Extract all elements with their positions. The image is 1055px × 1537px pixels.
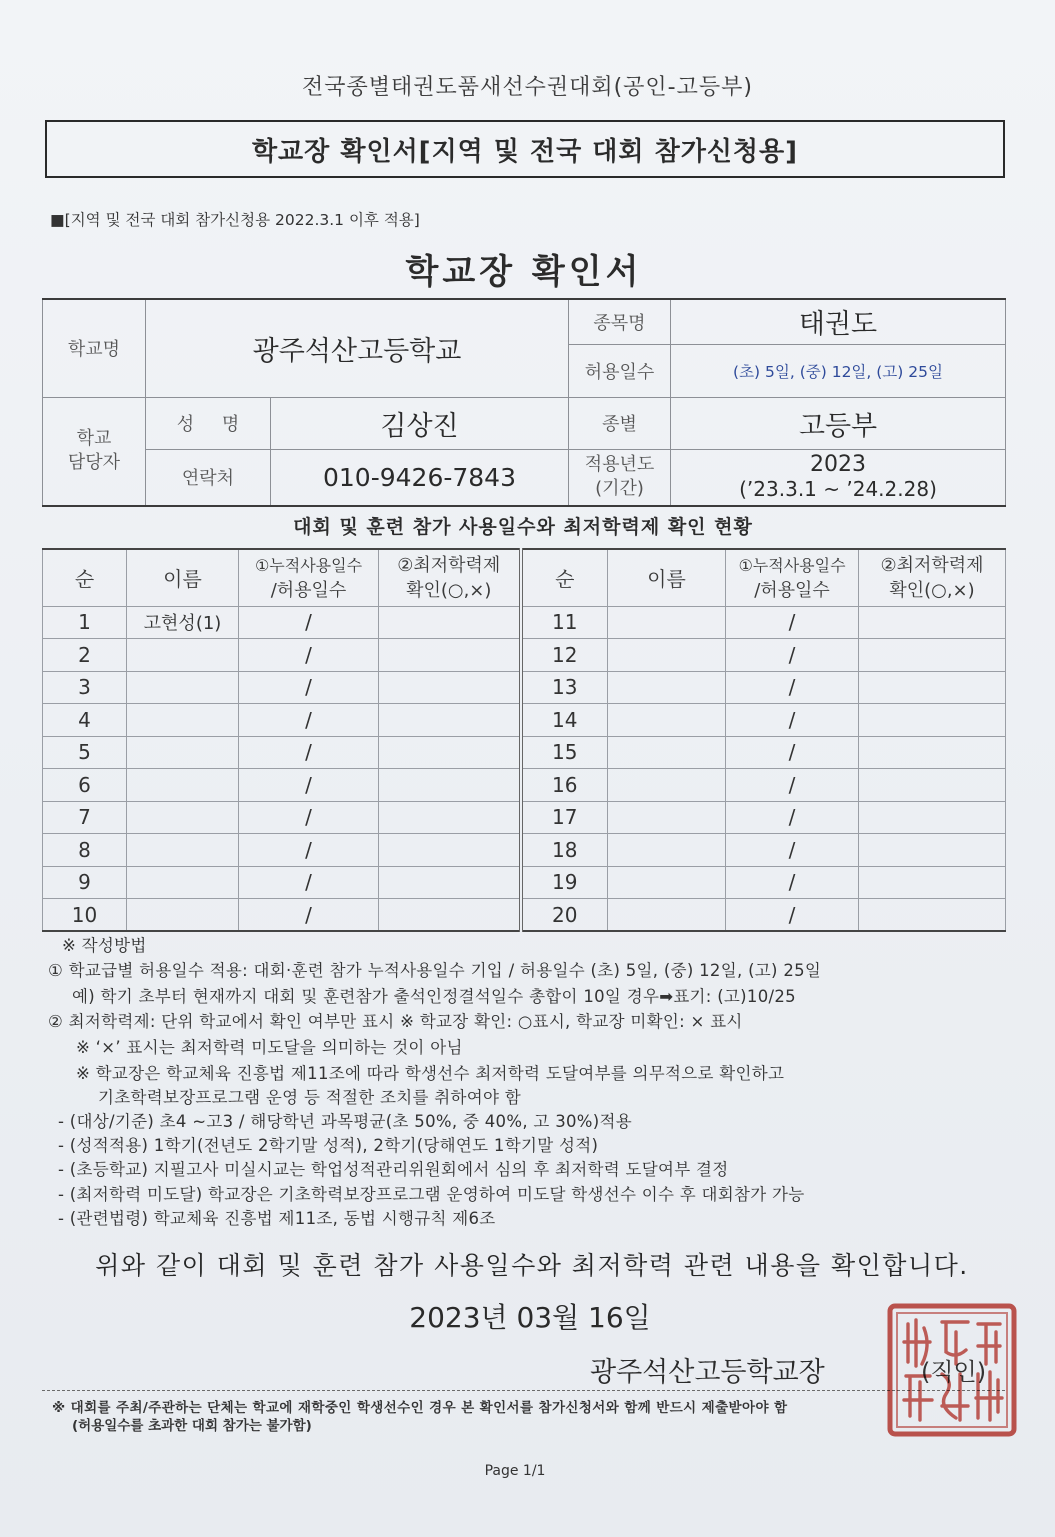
manager-label-line1: 학교 — [76, 428, 112, 450]
row-check — [859, 801, 1006, 834]
table-row — [43, 704, 1006, 737]
table-row — [43, 736, 1006, 769]
header-check — [379, 549, 521, 606]
division-value: 고등부 — [671, 397, 1006, 449]
note-item-2-sub-2: ※ 학교장은 학교체육 진흥법 제11조에 따라 학생선수 최저학력 도달여부를 의무적으로 확인하고 — [76, 1064, 785, 1083]
sport-value: 태권도 — [671, 299, 1006, 344]
row-days: / — [239, 899, 379, 932]
footer-note: ※ 대회를 주최/주관하는 단체는 학교에 재학중인 학생선수인 경우 본 확인서를 참가신청서와 함께 반드시 제출받아야 함 — [52, 1400, 788, 1416]
row-number: 12 — [521, 639, 608, 672]
row-check — [379, 834, 521, 867]
row-name — [608, 671, 726, 704]
row-name — [127, 899, 239, 932]
row-number: 5 — [43, 736, 127, 769]
row-number: 17 — [521, 801, 608, 834]
name-label: 성 명 — [146, 397, 271, 449]
row-days: / — [726, 899, 859, 932]
sport-label: 종목명 — [569, 299, 671, 344]
table-row — [43, 834, 1006, 867]
footer-note-cont: (허용일수를 초과한 대회 참가는 불가함) — [72, 1418, 312, 1434]
year-label — [569, 449, 671, 506]
row-check — [859, 704, 1006, 737]
row-check — [379, 736, 521, 769]
row-name — [608, 736, 726, 769]
note-item-1-example: 예) 학기 초부터 현재까지 대회 및 훈련참가 출석인정결석일수 총합이 10일 경우➡표기: (고)10/25 — [72, 987, 796, 1006]
header-days — [239, 549, 379, 606]
table-row — [43, 769, 1006, 802]
table-row — [43, 606, 1006, 639]
status-section-title: 대회 및 훈련 참가 사용일수와 최저학력제 확인 현황 — [293, 516, 753, 538]
header-name: 이름 — [608, 549, 726, 606]
principal-title: 광주석산고등학교장 — [590, 1357, 825, 1388]
row-check — [379, 671, 521, 704]
contact-label: 연락처 — [146, 449, 271, 506]
header-no: 순 — [43, 549, 127, 606]
row-check — [859, 671, 1006, 704]
header-days-line1: ①누적사용일수 — [738, 555, 846, 575]
event-title: 전국종별태권도품새선수권대회(공인-고등부) — [302, 75, 753, 100]
row-check — [859, 639, 1006, 672]
row-check — [379, 866, 521, 899]
row-name — [608, 704, 726, 737]
row-check — [379, 704, 521, 737]
row-name — [608, 606, 726, 639]
row-check — [859, 866, 1006, 899]
boxed-title: 학교장 확인서[지역 및 전국 대회 참가신청용] — [45, 120, 1005, 178]
row-check — [859, 834, 1006, 867]
dashed-divider — [42, 1390, 1005, 1391]
row-name — [608, 834, 726, 867]
row-check — [859, 736, 1006, 769]
status-table — [42, 548, 1006, 932]
header-check — [859, 549, 1006, 606]
row-days: / — [726, 704, 859, 737]
school-label: 학교명 — [43, 299, 146, 397]
table-row — [43, 866, 1006, 899]
row-check — [379, 899, 521, 932]
table-row — [43, 639, 1006, 672]
header-days-line1: ①누적사용일수 — [254, 555, 363, 575]
note-bullet: - (최저학력 미도달) 학교장은 기초학력보장프로그램 운영하여 미도달 학생선수 이수 후 대회참가 가능 — [58, 1185, 805, 1204]
row-days: / — [239, 639, 379, 672]
info-row — [43, 299, 1006, 344]
row-days: / — [239, 801, 379, 834]
row-name: 고현성(1) — [127, 606, 239, 639]
row-days: / — [239, 671, 379, 704]
form-applicability-note: ■[지역 및 전국 대회 참가신청용 2022.3.1 이후 적용] — [50, 211, 420, 229]
row-days: / — [726, 671, 859, 704]
header-check-line1: ②최저학력제 — [880, 554, 984, 576]
note-bullet: - (초등학교) 지필고사 미실시교는 학업성적관리위원회에서 심의 후 최저학력 도달여부 결정 — [58, 1160, 729, 1179]
row-name — [127, 704, 239, 737]
form-title: 학교장 확인서 — [405, 252, 643, 292]
manager-label-line2: 담당자 — [67, 452, 121, 474]
row-name — [608, 866, 726, 899]
year-value-line1: 2023 — [810, 452, 866, 478]
row-days: / — [239, 866, 379, 899]
contact-value: 010-9426-7843 — [271, 449, 569, 506]
notes-heading: ※ 작성방법 — [62, 936, 147, 955]
row-check — [859, 606, 1006, 639]
note-bullet: - (대상/기준) 초4 ~고3 / 해당학년 과목평균(초 50%, 중 40%, 고 30%)적용 — [58, 1112, 632, 1131]
year-label-line1: 적용년도 — [584, 454, 655, 476]
year-value-line2: (’23.3.1 ~ ’24.2.28) — [739, 477, 937, 502]
header-days-line2: /허용일수 — [754, 579, 830, 601]
row-name — [127, 866, 239, 899]
row-number: 16 — [521, 769, 608, 802]
row-days: / — [726, 834, 859, 867]
row-name — [127, 834, 239, 867]
year-label-line2: (기간) — [595, 478, 644, 500]
row-number: 19 — [521, 866, 608, 899]
row-name — [127, 801, 239, 834]
header-check-line1: ②최저학력제 — [397, 554, 501, 576]
row-number: 2 — [43, 639, 127, 672]
note-item-2: ② 최저학력제: 단위 학교에서 확인 여부만 표시 ※ 학교장 확인: ○표시, 학교장 미확인: × 표시 — [48, 1012, 743, 1031]
note-item-1: ① 학교급별 허용일수 적용: 대회·훈련 참가 누적사용일수 기입 / 허용일수 (초) 5일, (중) 12일, (고) 25일 — [48, 961, 822, 980]
header-days — [726, 549, 859, 606]
header-check-line2: 확인(○,×) — [889, 579, 975, 601]
table-header-row — [43, 549, 1006, 606]
info-row — [43, 449, 1006, 506]
row-number: 8 — [43, 834, 127, 867]
row-number: 6 — [43, 769, 127, 802]
row-name — [127, 736, 239, 769]
info-row — [43, 397, 1006, 449]
row-name — [127, 671, 239, 704]
row-check — [379, 606, 521, 639]
table-row — [43, 671, 1006, 704]
row-days: / — [726, 801, 859, 834]
issue-date: 2023년 03월 16일 — [409, 1301, 651, 1334]
row-number: 7 — [43, 801, 127, 834]
row-number: 3 — [43, 671, 127, 704]
header-no: 순 — [521, 549, 608, 606]
table-row — [43, 899, 1006, 932]
year-value — [671, 449, 1006, 506]
row-name — [608, 639, 726, 672]
row-check — [859, 899, 1006, 932]
page-number: Page 1/1 — [484, 1463, 546, 1479]
row-check — [379, 639, 521, 672]
table-row — [43, 801, 1006, 834]
note-bullet: - (관련법령) 학교체육 진흥법 제11조, 동법 시행규칙 제6조 — [58, 1209, 496, 1228]
row-days: / — [726, 606, 859, 639]
school-value: 광주석산고등학교 — [146, 299, 569, 397]
row-check — [379, 801, 521, 834]
header-check-line2: 확인(○,×) — [406, 579, 492, 601]
row-number: 4 — [43, 704, 127, 737]
row-days: / — [239, 704, 379, 737]
seal-label: (직인) — [921, 1358, 987, 1386]
row-days: / — [726, 769, 859, 802]
row-name — [608, 769, 726, 802]
row-number: 10 — [43, 899, 127, 932]
row-name — [127, 769, 239, 802]
row-days: / — [239, 606, 379, 639]
confirmation-statement: 위와 같이 대회 및 훈련 참가 사용일수와 최저학력 관련 내용을 확인합니다. — [95, 1251, 969, 1280]
header-name: 이름 — [127, 549, 239, 606]
row-number: 13 — [521, 671, 608, 704]
row-check — [859, 769, 1006, 802]
row-name — [608, 899, 726, 932]
row-days: / — [726, 736, 859, 769]
allowed-days-value: (초) 5일, (중) 12일, (고) 25일 — [671, 344, 1006, 397]
row-name — [608, 801, 726, 834]
row-number: 18 — [521, 834, 608, 867]
row-number: 20 — [521, 899, 608, 932]
note-item-2-sub-2-cont: 기초학력보장프로그램 운영 등 적절한 조치를 취하여야 함 — [98, 1088, 522, 1107]
row-name — [127, 639, 239, 672]
row-days: / — [239, 769, 379, 802]
row-number: 14 — [521, 704, 608, 737]
row-check — [379, 769, 521, 802]
official-seal — [886, 1302, 1018, 1438]
row-days: / — [239, 834, 379, 867]
division-label: 종별 — [569, 397, 671, 449]
row-days: / — [239, 736, 379, 769]
row-number: 1 — [43, 606, 127, 639]
row-number: 15 — [521, 736, 608, 769]
allowed-days-label: 허용일수 — [569, 344, 671, 397]
note-bullet: - (성적적용) 1학기(전년도 2학기말 성적), 2학기(당해연도 1학기말 성적) — [58, 1136, 599, 1155]
name-value: 김상진 — [271, 397, 569, 449]
info-table — [42, 298, 1006, 507]
manager-label — [43, 397, 146, 506]
row-number: 9 — [43, 866, 127, 899]
header-days-line2: /허용일수 — [270, 579, 347, 601]
note-item-2-sub-1: ※ ‘×’ 표시는 최저학력 미도달을 의미하는 것이 아님 — [76, 1038, 463, 1057]
row-days: / — [726, 866, 859, 899]
row-days: / — [726, 639, 859, 672]
row-number: 11 — [521, 606, 608, 639]
